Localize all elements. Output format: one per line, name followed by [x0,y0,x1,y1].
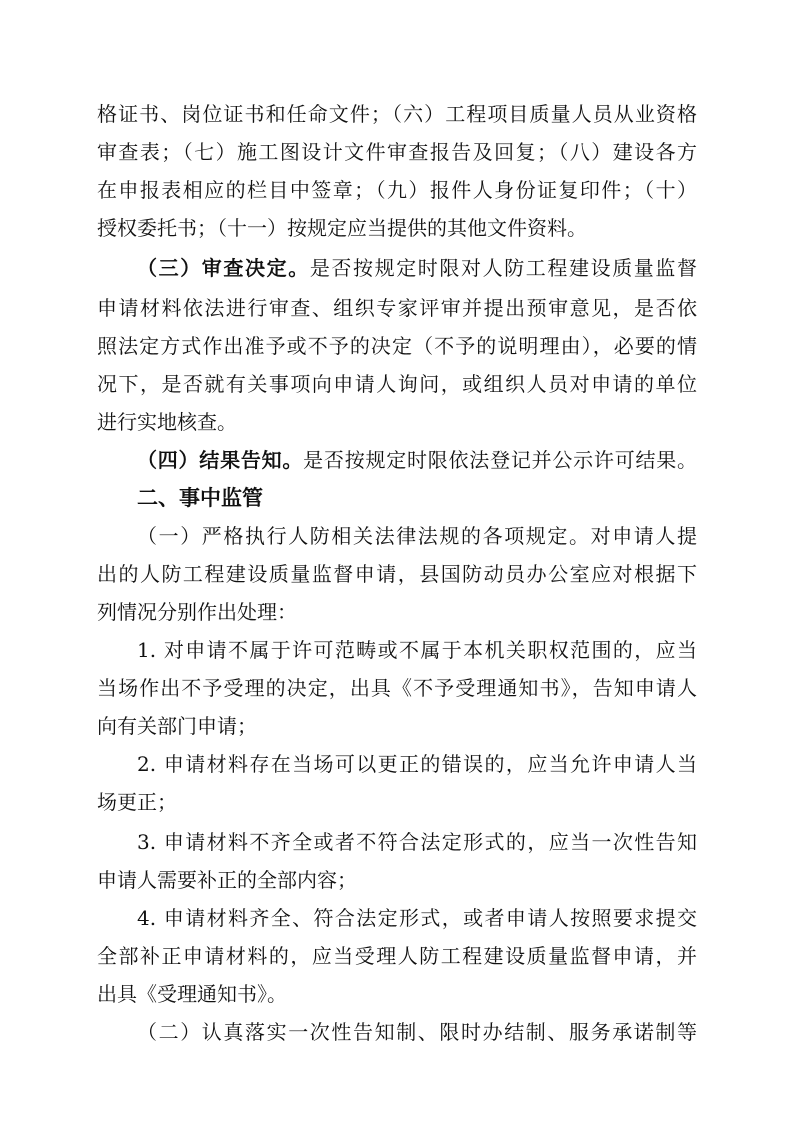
paragraph-text: 是否按规定时限依法登记并公示许可结果。 [303,448,698,472]
section-heading: 二、事中监管 [137,486,263,510]
paragraph-line: 格证书、岗位证书和任命文件；（六）工程项目质量人员从业资格 [97,102,697,126]
list-item-line: 1. 对申请不属于许可范畴或不属于本机关职权范围的，应当 [137,638,697,662]
section-subheading: （三）审查决定。 [137,256,310,280]
paragraph-line: 申请材料依法进行审查、组织专家评审并提出预审意见，是否依 [97,296,697,320]
paragraph-line: 出的人防工程建设质量监督申请，县国防动员办公室应对根据下 [97,562,697,586]
list-item-line: 2. 申请材料存在当场可以更正的错误的，应当允许申请人当 [137,752,697,776]
paragraph-line [137,250,697,286]
section-subheading: （四）结果告知。 [137,448,304,472]
list-item-line: 向有关部门申请； [97,714,257,738]
list-item-line: 出具《受理通知书》。 [97,982,287,1006]
list-item-line: 当场作出不予受理的决定，出具《不予受理通知书》，告知申请人 [97,676,697,700]
paragraph-line: 审查表；（七）施工图设计文件审查报告及回复；（八）建设各方 [97,140,697,164]
list-item-line: 场更正； [97,790,177,814]
list-item-line: 申请人需要补正的全部内容； [97,868,357,892]
list-item-line: 3. 申请材料不齐全或者不符合法定形式的，应当一次性告知 [137,830,697,854]
paragraph-line: 在申报表相应的栏目中签章；（九）报件人身份证复印件；（十） [97,178,697,202]
paragraph-line: 列情况分别作出处理： [97,600,297,624]
paragraph-text: 是否按规定时限对人防工程建设质量监督 [309,256,698,280]
list-item-line: 全部补正申请材料的，应当受理人防工程建设质量监督申请，并 [97,944,697,968]
paragraph-line: 授权委托书；（十一）按规定应当提供的其他文件资料。 [97,216,587,240]
paragraph-line: 照法定方式作出准予或不予的决定（不予的说明理由），必要的情 [97,334,697,358]
paragraph-line: 进行实地核查。 [97,410,237,434]
paragraph-line: 况下，是否就有关事项向申请人询问，或组织人员对申请的单位 [97,372,697,396]
paragraph-line: （二）认真落实一次性告知制、限时办结制、服务承诺制等 [137,1020,697,1044]
paragraph-line [137,442,697,478]
paragraph-line: （一）严格执行人防相关法律法规的各项规定。对申请人提 [137,524,697,548]
list-item-line: 4. 申请材料齐全、符合法定形式，或者申请人按照要求提交 [137,906,697,930]
